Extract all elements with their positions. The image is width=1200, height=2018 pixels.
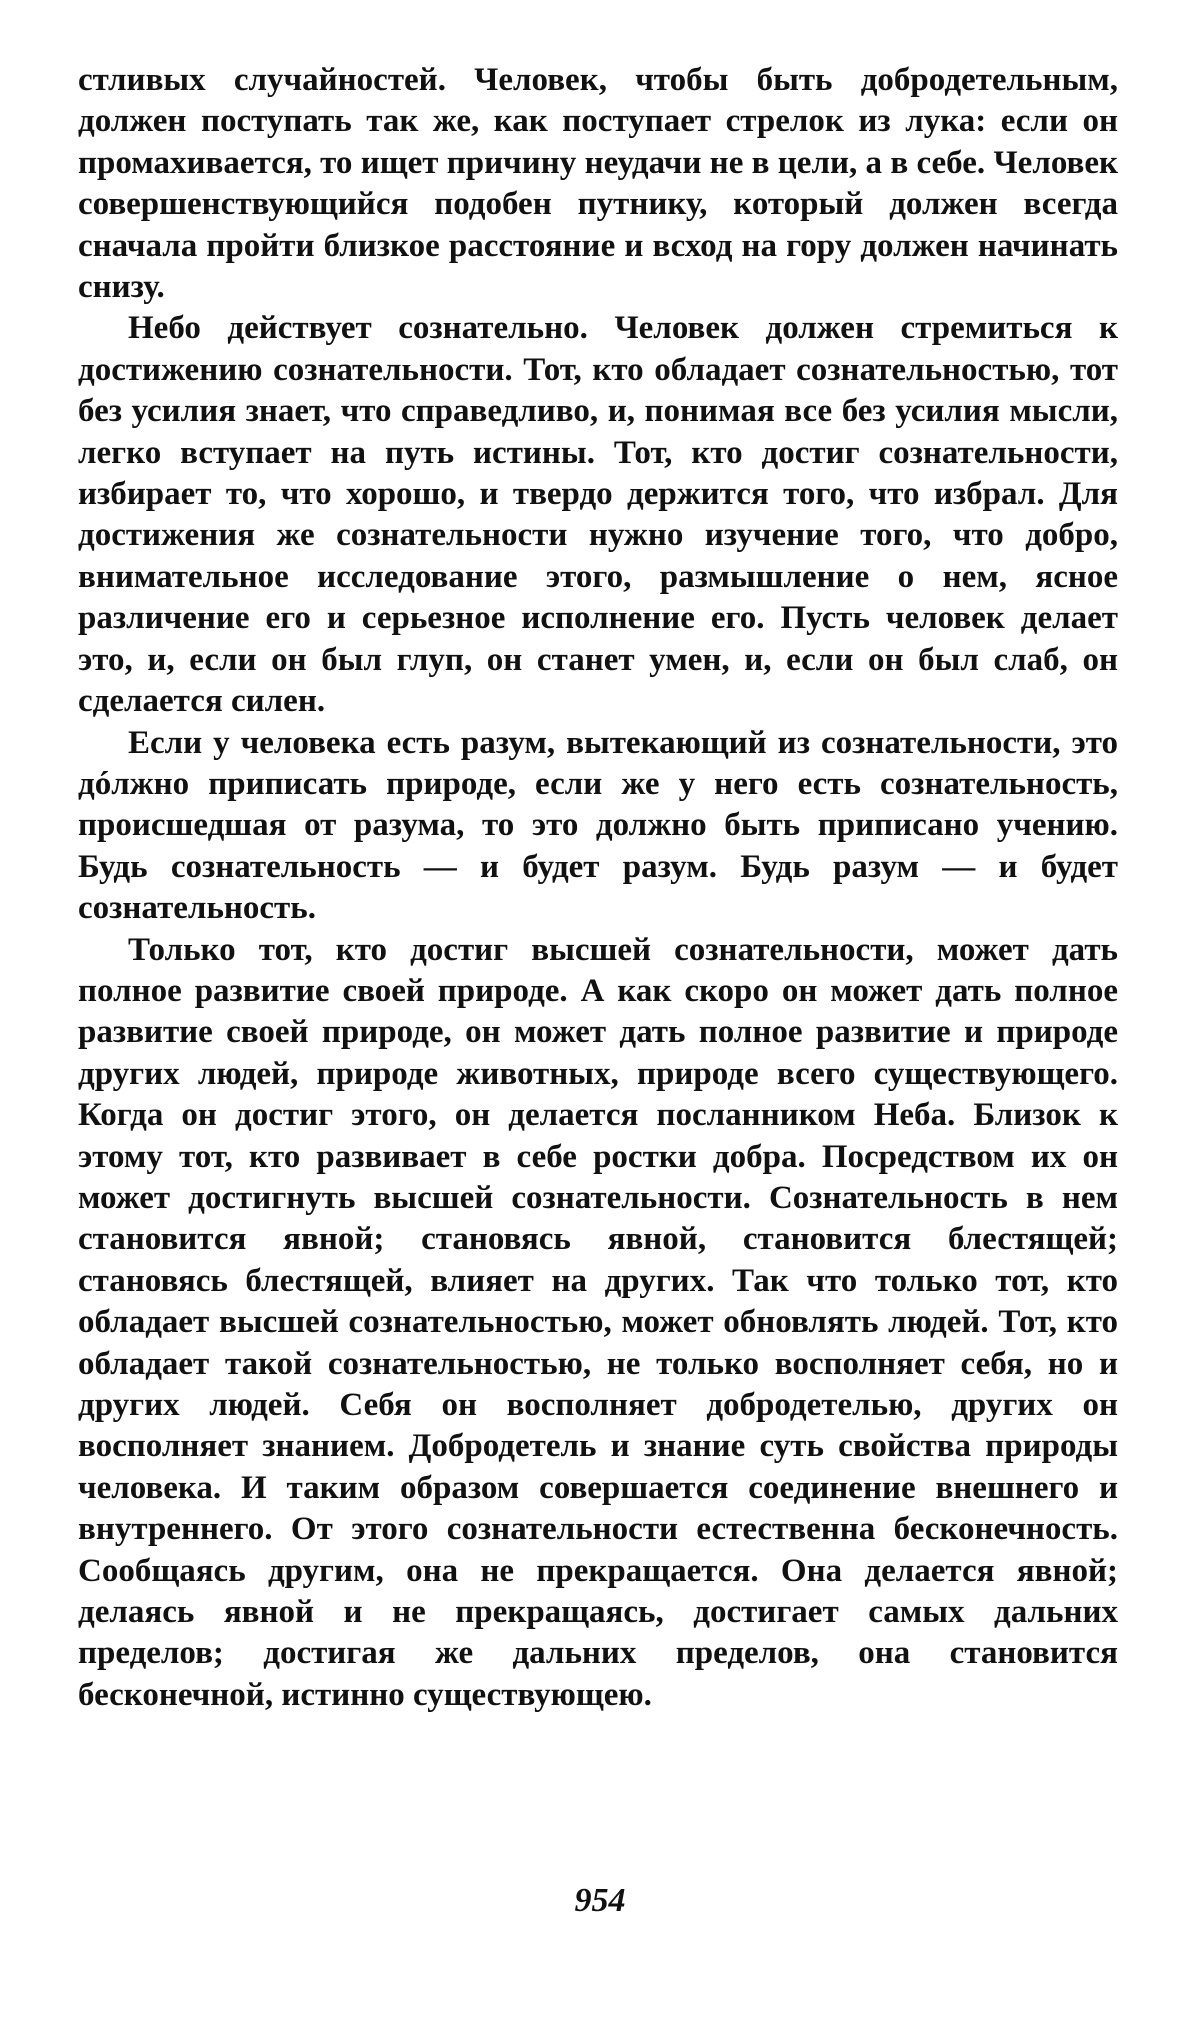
paragraph-4: Только тот, кто достиг высшей сознательности, может дать полное развитие своей природе. А как скоро он может дать полное развитие своей природе, он может дать полное развитие и природе других людей, природе животных, природе всего существующего. Когда он достиг этого, он делается посланником Неба. Близок к этому тот, кто развивает в себе ростки добра. Посредством их он может достигнуть высшей сознательности. Сознательность в нем становится явной; становясь явной, становится блестящей; становясь блестящей, влияет на других. Так что только тот, кто обладает высшей сознательностью, может обновлять людей. Тот, кто обладает такой сознательностью, не только восполняет себя, но и других людей. Себя он восполняет добродетелью, других он восполняет знанием. Добродетель и знание суть свойства природы человека. И таким образом совершается соединение внешнего и внутреннего. От этого сознательности естественна бесконечность. Сообщаясь другим, она не прекращается. Она делается явной; делаясь явной и не прекращаясь, достигает самых дальних пределов; достигая же дальних пределов, она становится бесконечной, истинно существующею. bbox=[78, 931, 1118, 1713]
page-text bbox=[78, 60, 1118, 1716]
paragraph-1: стливых случайностей. Человек, чтобы быть добродетельным, должен поступать так же, как поступает стрелок из лука: если он промахивается, то ищет причину неудачи не в цели, а в себе. Человек совершенствующийся подобен путнику, который должен всегда сначала пройти близкое расстояние и всход на гору должен начинать снизу. bbox=[78, 62, 1118, 306]
paragraph-3: Если у человека есть разум, вытекающий из сознательности, это дóлжно приписать природе, если же у него есть сознательность, происшедшая от разума, то это должно быть приписано учению. Будь сознательность — и будет разум. Будь разум — и будет сознательность. bbox=[78, 724, 1118, 927]
paragraph-2: Небо действует сознательно. Человек должен стремиться к достижению сознательности. Тот, кто обладает сознательностью, тот без усилия знает, что справедливо, и, понимая все без усилия мысли, легко вступает на путь истины. Тот, кто достиг сознательности, избирает то, что хорошо, и твердо держится того, что избрал. Для достижения же сознательности нужно изучение того, что добро, внимательное исследование этого, размышление о нем, ясное различение его и серьезное исполнение его. Пусть человек делает это, и, если он был глуп, он станет умен, и, если он был слаб, он сделается силен. bbox=[78, 310, 1118, 720]
page-number: 954 bbox=[574, 1882, 626, 1919]
